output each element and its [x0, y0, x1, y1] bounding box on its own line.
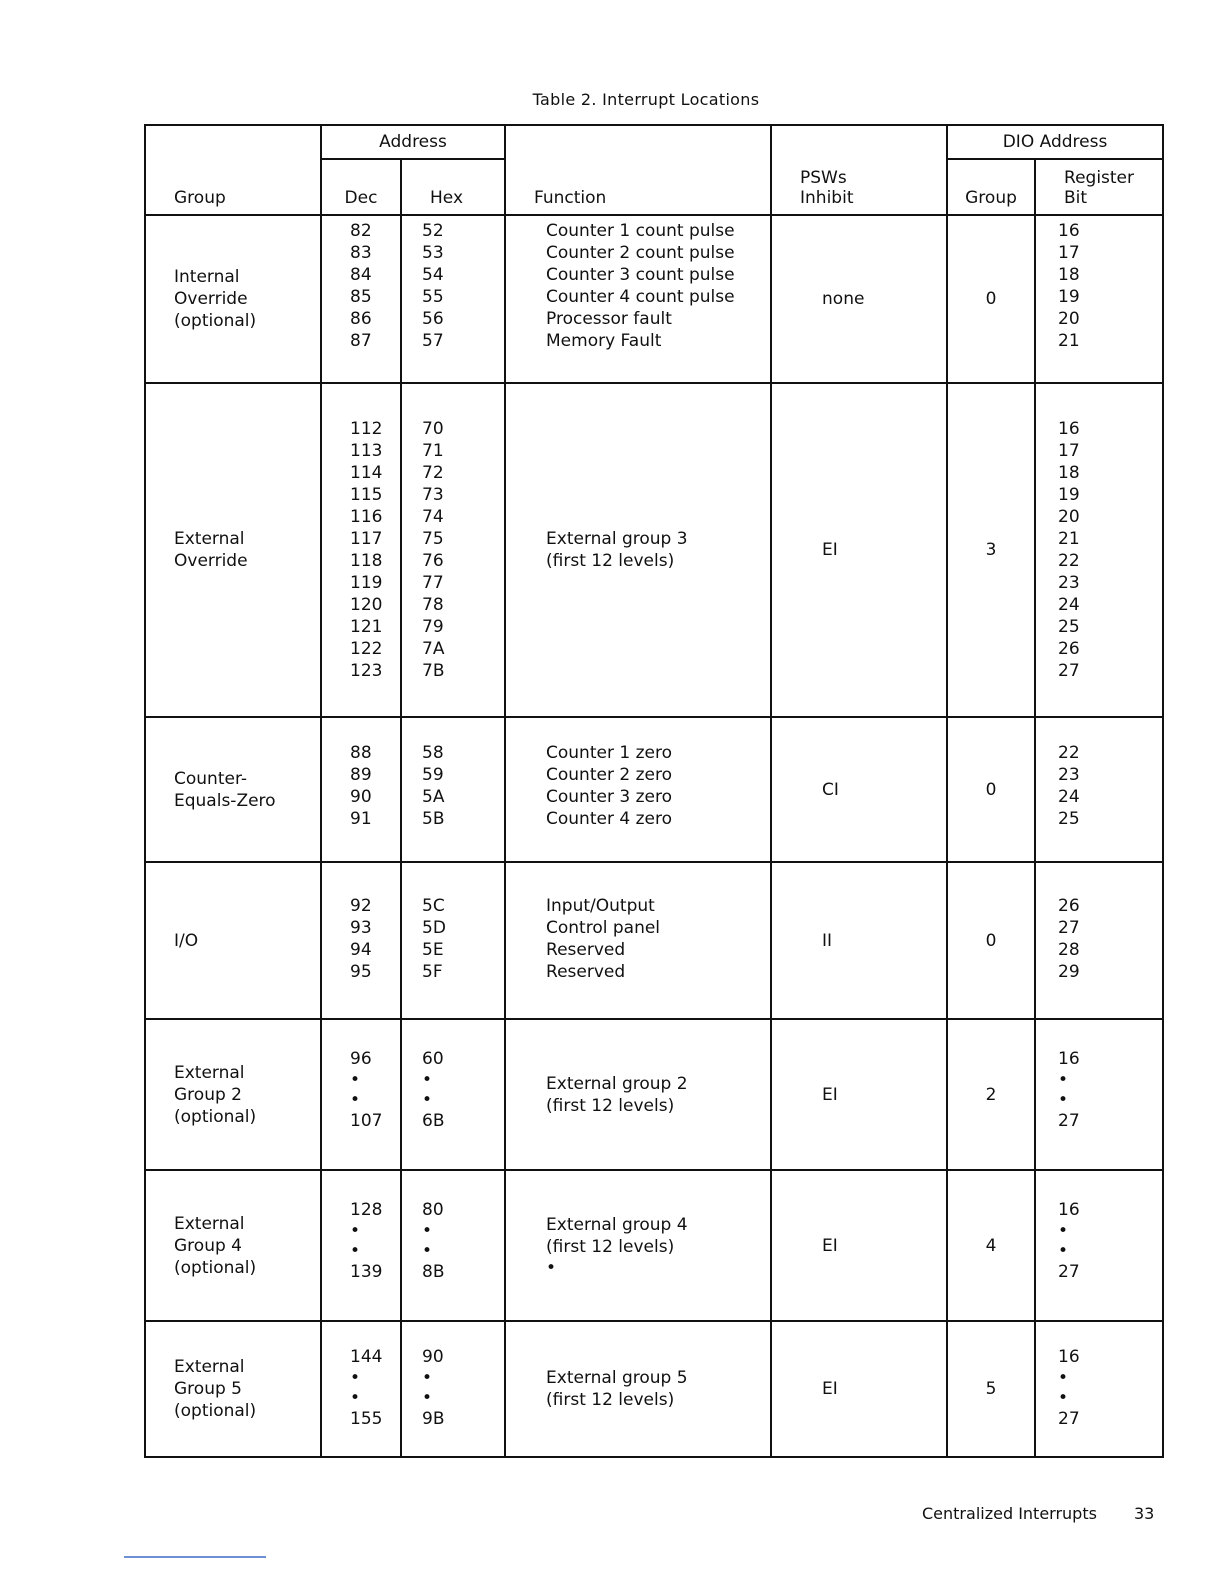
group-label	[146, 1356, 320, 1422]
hex-address-value: 77	[422, 573, 444, 593]
register-bit-cell	[1035, 1019, 1163, 1170]
dio-group	[948, 1378, 1034, 1400]
table-caption: Table 2. Interrupt Locations	[532, 90, 760, 109]
register-bit-value: 26	[1058, 896, 1080, 916]
register-bit-ellipsis: •	[1058, 1241, 1069, 1261]
psws-inhibit-cell	[771, 383, 947, 717]
register-bit	[1036, 1020, 1162, 1132]
hex-address-value: 5C	[422, 896, 445, 916]
hex-address	[402, 863, 504, 983]
register-bit-value: 21	[1058, 529, 1080, 549]
hex-address-value: 72	[422, 463, 444, 483]
dio-group-cell	[947, 862, 1035, 1019]
group-label-cell	[145, 215, 321, 383]
psws-inhibit	[772, 288, 946, 310]
hex-address-ellipsis: •	[422, 1241, 433, 1261]
hex-address	[402, 1020, 504, 1132]
header-psws-line2: Inhibit	[800, 188, 854, 208]
dio-group-value: 5	[985, 1379, 997, 1399]
dec-address-value: 93	[350, 918, 372, 938]
hex-address-ellipsis: •	[422, 1221, 433, 1241]
register-bit-value: 20	[1058, 507, 1080, 527]
dec-address-value: 119	[350, 573, 383, 593]
register-bit-value: 25	[1058, 809, 1080, 829]
function-text-cell	[505, 215, 771, 383]
function-text-cell	[505, 717, 771, 862]
dio-group-cell	[947, 383, 1035, 717]
register-bit-value: 27	[1058, 1262, 1080, 1282]
dec-address	[322, 1171, 400, 1283]
function-text-value: Control panel	[546, 918, 661, 938]
function-text-ellipsis: •	[546, 1257, 557, 1278]
group-label-cell	[145, 717, 321, 862]
register-bit-value: 23	[1058, 765, 1080, 785]
psws-inhibit-value: EI	[822, 1379, 838, 1399]
function-text-cell	[505, 1170, 771, 1321]
hex-address	[402, 384, 504, 682]
register-bit-value: 27	[1058, 918, 1080, 938]
register-bit-cell	[1035, 1321, 1163, 1457]
dec-address-ellipsis: •	[350, 1070, 361, 1090]
group-label-value: Counter-	[174, 768, 247, 789]
psws-inhibit	[772, 779, 946, 801]
dec-address-value: 91	[350, 809, 372, 829]
psws-inhibit	[772, 1084, 946, 1106]
header-group: Group	[145, 125, 321, 215]
function-text-value: Counter 2 count pulse	[546, 243, 735, 263]
register-bit-value: 17	[1058, 441, 1080, 461]
dio-group	[948, 779, 1034, 801]
group-label-value: External	[174, 1062, 245, 1083]
group-label-value: (optional)	[174, 311, 257, 331]
hex-address-value: 7A	[422, 639, 445, 659]
register-bit-value: 19	[1058, 287, 1080, 307]
psws-inhibit-value: EI	[822, 1084, 838, 1105]
hex-address-ellipsis: •	[422, 1090, 433, 1110]
register-bit-ellipsis: •	[1058, 1070, 1069, 1090]
dec-address-cell	[321, 215, 401, 383]
hex-address-value: 70	[422, 419, 444, 439]
function-text-value: Counter 1 zero	[546, 743, 672, 763]
dec-address-value: 155	[350, 1409, 383, 1429]
dec-address-value: 82	[350, 221, 372, 241]
dio-group	[948, 539, 1034, 561]
dec-address	[322, 863, 400, 983]
register-bit-value: 18	[1058, 265, 1080, 285]
dec-address-cell	[321, 1321, 401, 1457]
group-label	[146, 528, 320, 572]
group-label-value: Override	[174, 289, 248, 309]
register-bit	[1036, 216, 1162, 352]
psws-inhibit	[772, 1235, 946, 1257]
dio-group-value: 3	[985, 540, 997, 560]
group-label	[146, 1062, 320, 1128]
psws-inhibit	[772, 1378, 946, 1400]
hex-address-ellipsis: •	[422, 1070, 433, 1090]
hex-address-value: 52	[422, 221, 444, 241]
register-bit-value: 16	[1058, 1200, 1080, 1220]
dec-address-cell	[321, 1170, 401, 1321]
group-label-value: External	[174, 1213, 245, 1234]
dec-address	[322, 1322, 400, 1430]
register-bit-cell	[1035, 862, 1163, 1019]
group-label-cell	[145, 862, 321, 1019]
table-row	[145, 383, 1163, 717]
register-bit-ellipsis: •	[1058, 1221, 1069, 1241]
hex-address-value: 55	[422, 287, 444, 307]
dio-group-value: 0	[985, 289, 997, 309]
register-bit-ellipsis: •	[1058, 1388, 1069, 1408]
hex-address-cell	[401, 862, 505, 1019]
hex-address-value: 76	[422, 551, 444, 571]
register-bit-value: 23	[1058, 573, 1080, 593]
function-text	[506, 528, 770, 572]
dec-address-value: 87	[350, 331, 372, 351]
table-row	[145, 1321, 1163, 1457]
group-label-value: External	[174, 1357, 245, 1377]
dio-group-value: 2	[985, 1084, 997, 1105]
register-bit-value: 27	[1058, 1409, 1080, 1429]
group-label-cell	[145, 383, 321, 717]
function-text-value: Reserved	[546, 940, 626, 960]
group-label-value: I/O	[174, 930, 199, 951]
dio-group-cell	[947, 1321, 1035, 1457]
function-text-value: Counter 4 count pulse	[546, 287, 735, 307]
register-bit-value: 16	[1058, 221, 1080, 241]
function-text	[506, 1214, 770, 1278]
page-number: 33	[1134, 1504, 1155, 1523]
register-bit-value: 16	[1058, 1347, 1080, 1367]
psws-inhibit	[772, 930, 946, 952]
dec-address-value: 121	[350, 617, 383, 637]
register-bit-value: 20	[1058, 309, 1080, 329]
register-bit-value: 27	[1058, 1111, 1080, 1131]
table-row	[145, 717, 1163, 862]
function-text	[506, 216, 770, 352]
psws-inhibit-value: EI	[822, 1235, 838, 1256]
group-label-cell	[145, 1019, 321, 1170]
function-text-value: Input/Output	[546, 896, 655, 916]
psws-inhibit-cell	[771, 862, 947, 1019]
function-text-value: External group 2	[546, 1073, 688, 1094]
function-text-value: (first 12 levels)	[546, 1390, 675, 1410]
function-text-value: Counter 3 zero	[546, 787, 672, 807]
register-bit-value: 18	[1058, 463, 1080, 483]
hex-address-value: 54	[422, 265, 444, 285]
register-bit-value: 29	[1058, 962, 1080, 982]
header-dio-group: Group	[947, 159, 1035, 215]
dec-address-ellipsis: •	[350, 1221, 361, 1241]
dec-address-value: 123	[350, 661, 383, 681]
group-label	[146, 266, 320, 332]
dio-group-value: 4	[985, 1235, 997, 1256]
function-text-cell	[505, 1019, 771, 1170]
register-bit-value: 22	[1058, 743, 1080, 763]
hex-address-value: 8B	[422, 1262, 445, 1282]
hex-address-value: 7B	[422, 661, 445, 681]
hex-address-value: 60	[422, 1049, 444, 1069]
function-text-value: Counter 2 zero	[546, 765, 672, 785]
function-text-value: External group 4	[546, 1214, 688, 1235]
dec-address-value: 114	[350, 463, 383, 483]
dec-address-value: 116	[350, 507, 383, 527]
hex-address-value: 79	[422, 617, 444, 637]
dio-group-value: 0	[985, 930, 997, 951]
psws-inhibit-value: none	[822, 289, 865, 309]
group-label-value: (optional)	[174, 1401, 257, 1421]
dec-address-value: 107	[350, 1111, 383, 1131]
function-text-value: (first 12 levels)	[546, 551, 675, 571]
hex-address-value: 6B	[422, 1111, 445, 1131]
hex-address-value: 56	[422, 309, 444, 329]
hex-address-value: 59	[422, 765, 444, 785]
function-text-cell	[505, 383, 771, 717]
register-bit-cell	[1035, 383, 1163, 717]
register-bit-value: 28	[1058, 940, 1080, 960]
psws-inhibit-cell	[771, 1170, 947, 1321]
function-text	[506, 1073, 770, 1117]
dio-group-cell	[947, 215, 1035, 383]
group-label-value: External	[174, 529, 245, 549]
scan-artifact-line	[124, 1556, 266, 1558]
dec-address-value: 88	[350, 743, 372, 763]
register-bit-ellipsis: •	[1058, 1368, 1069, 1388]
footer-title: Centralized Interrupts	[922, 1504, 1097, 1523]
hex-address-ellipsis: •	[422, 1388, 433, 1408]
group-label	[146, 768, 320, 812]
hex-address-cell	[401, 1019, 505, 1170]
dio-group	[948, 930, 1034, 952]
function-text-value: Memory Fault	[546, 331, 662, 351]
hex-address-value: 71	[422, 441, 444, 461]
dec-address-value: 117	[350, 529, 383, 549]
hex-address-value: 5D	[422, 918, 446, 938]
function-text	[506, 1367, 770, 1411]
table-body	[145, 215, 1163, 1457]
dec-address	[322, 718, 400, 830]
header-hex: Hex	[401, 159, 505, 215]
register-bit-value: 16	[1058, 419, 1080, 439]
hex-address-value: 57	[422, 331, 444, 351]
header-dec: Dec	[321, 159, 401, 215]
hex-address-value: 5E	[422, 940, 444, 960]
hex-address	[402, 718, 504, 830]
register-bit-cell	[1035, 717, 1163, 862]
dio-group-cell	[947, 1170, 1035, 1321]
register-bit-value: 25	[1058, 617, 1080, 637]
register-bit	[1036, 863, 1162, 983]
psws-inhibit-cell	[771, 215, 947, 383]
dec-address-value: 84	[350, 265, 372, 285]
dec-address-value: 118	[350, 551, 383, 571]
function-text-value: Processor fault	[546, 309, 672, 329]
header-dio-address: DIO Address	[947, 125, 1163, 159]
dec-address-value: 112	[350, 419, 383, 439]
hex-address-value: 80	[422, 1200, 444, 1220]
function-text-value: Counter 3 count pulse	[546, 265, 735, 285]
register-bit	[1036, 1171, 1162, 1283]
dec-address-ellipsis: •	[350, 1388, 361, 1408]
dec-address-value: 95	[350, 962, 372, 982]
register-bit-ellipsis: •	[1058, 1090, 1069, 1110]
group-label	[146, 930, 320, 952]
function-text-value: (first 12 levels)	[546, 1095, 675, 1116]
dec-address-value: 86	[350, 309, 372, 329]
dio-group-cell	[947, 717, 1035, 862]
dio-group-cell	[947, 1019, 1035, 1170]
psws-inhibit-cell	[771, 1321, 947, 1457]
hex-address-value: 74	[422, 507, 444, 527]
hex-address-value: 9B	[422, 1409, 445, 1429]
dec-address-cell	[321, 1019, 401, 1170]
function-text	[506, 718, 770, 830]
group-label-cell	[145, 1321, 321, 1457]
dec-address	[322, 216, 400, 352]
register-bit	[1036, 1322, 1162, 1430]
header-register-line1: Register	[1064, 168, 1135, 188]
dec-address-value: 83	[350, 243, 372, 263]
function-text-cell	[505, 862, 771, 1019]
register-bit-value: 24	[1058, 595, 1080, 615]
dec-address-value: 128	[350, 1200, 383, 1220]
function-text-value: Counter 1 count pulse	[546, 221, 735, 241]
dec-address-ellipsis: •	[350, 1090, 361, 1110]
dec-address-value: 92	[350, 896, 372, 916]
dio-group-value: 0	[985, 779, 997, 800]
register-bit-value: 19	[1058, 485, 1080, 505]
header-psws-inhibit	[771, 125, 947, 215]
hex-address-value: 73	[422, 485, 444, 505]
dec-address-value: 89	[350, 765, 372, 785]
register-bit-cell	[1035, 1170, 1163, 1321]
table-row	[145, 1019, 1163, 1170]
register-bit-value: 17	[1058, 243, 1080, 263]
psws-inhibit	[772, 539, 946, 561]
hex-address-ellipsis: •	[422, 1368, 433, 1388]
psws-inhibit-value: CI	[822, 779, 839, 800]
psws-inhibit-cell	[771, 1019, 947, 1170]
dio-group	[948, 1084, 1034, 1106]
hex-address-value: 53	[422, 243, 444, 263]
psws-inhibit-value: EI	[822, 540, 838, 560]
function-text-value: Reserved	[546, 962, 626, 982]
dec-address-value: 120	[350, 595, 383, 615]
dec-address-value: 115	[350, 485, 383, 505]
psws-inhibit-value: II	[822, 930, 833, 951]
group-label-cell	[145, 1170, 321, 1321]
register-bit-value: 21	[1058, 331, 1080, 351]
hex-address	[402, 1322, 504, 1430]
hex-address-cell	[401, 1321, 505, 1457]
hex-address	[402, 216, 504, 352]
hex-address-value: 5F	[422, 962, 443, 982]
register-bit-value: 24	[1058, 787, 1080, 807]
dec-address	[322, 384, 400, 682]
dec-address-value: 96	[350, 1049, 372, 1069]
dec-address-value: 90	[350, 787, 372, 807]
header-psws-line1: PSWs	[800, 168, 847, 188]
header-register-bit	[1035, 159, 1163, 215]
hex-address-cell	[401, 215, 505, 383]
hex-address	[402, 1171, 504, 1283]
register-bit-value: 26	[1058, 639, 1080, 659]
dec-address-value: 94	[350, 940, 372, 960]
table-row	[145, 1170, 1163, 1321]
dec-address-value: 113	[350, 441, 383, 461]
header-address: Address	[321, 125, 505, 159]
dec-address-value: 144	[350, 1347, 383, 1367]
header-register-line2: Bit	[1064, 188, 1088, 208]
group-label-value: Group 5	[174, 1379, 242, 1399]
register-bit	[1036, 718, 1162, 830]
hex-address-value: 58	[422, 743, 444, 763]
hex-address-value: 90	[422, 1347, 444, 1367]
dio-group	[948, 288, 1034, 310]
hex-address-value: 75	[422, 529, 444, 549]
function-text-cell	[505, 1321, 771, 1457]
group-label-value: Equals-Zero	[174, 790, 276, 811]
function-text-value: (first 12 levels)	[546, 1236, 675, 1257]
group-label-value: (optional)	[174, 1257, 257, 1278]
group-label-value: Group 4	[174, 1235, 242, 1256]
table-row	[145, 862, 1163, 1019]
register-bit-value: 22	[1058, 551, 1080, 571]
dec-address-cell	[321, 717, 401, 862]
table-row	[145, 215, 1163, 383]
group-label-value: Internal	[174, 267, 240, 287]
hex-address-cell	[401, 1170, 505, 1321]
register-bit-value: 27	[1058, 661, 1080, 681]
group-label	[146, 1213, 320, 1279]
dec-address-cell	[321, 383, 401, 717]
hex-address-value: 78	[422, 595, 444, 615]
hex-address-cell	[401, 383, 505, 717]
register-bit-cell	[1035, 215, 1163, 383]
header-function: Function	[505, 125, 771, 215]
hex-address-value: 5B	[422, 809, 445, 829]
register-bit-value: 16	[1058, 1049, 1080, 1069]
group-label-value: Override	[174, 551, 248, 571]
group-label-value: (optional)	[174, 1106, 257, 1127]
dec-address-value: 139	[350, 1262, 383, 1282]
dec-address	[322, 1020, 400, 1132]
dec-address-cell	[321, 862, 401, 1019]
interrupt-locations-table	[144, 124, 1164, 1458]
register-bit	[1036, 384, 1162, 682]
function-text-value: Counter 4 zero	[546, 809, 672, 829]
function-text-value: External group 5	[546, 1368, 688, 1388]
hex-address-value: 5A	[422, 787, 445, 807]
dec-address-value: 85	[350, 287, 372, 307]
function-text-value: External group 3	[546, 529, 688, 549]
psws-inhibit-cell	[771, 717, 947, 862]
dec-address-value: 122	[350, 639, 383, 659]
hex-address-cell	[401, 717, 505, 862]
function-text	[506, 863, 770, 983]
dio-group	[948, 1235, 1034, 1257]
dec-address-ellipsis: •	[350, 1241, 361, 1261]
dec-address-ellipsis: •	[350, 1368, 361, 1388]
group-label-value: Group 2	[174, 1084, 242, 1105]
